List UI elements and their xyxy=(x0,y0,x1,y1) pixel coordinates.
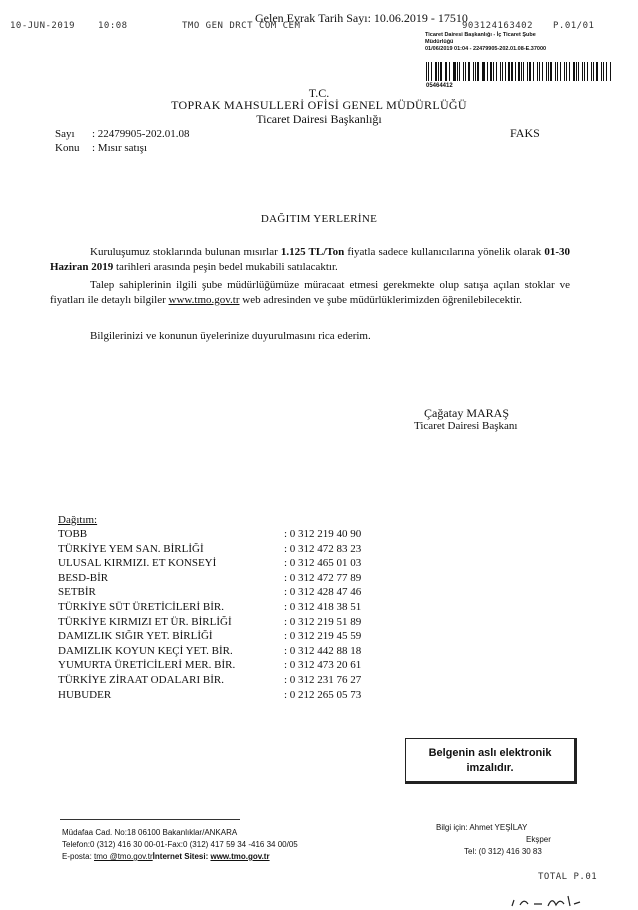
email-link[interactable]: tmo @tmo.gov.tr xyxy=(94,852,153,861)
barcode-bar xyxy=(610,62,611,81)
barcode-bar xyxy=(527,62,528,81)
handwritten-mark xyxy=(508,892,588,910)
fax-total: TOTAL P.01 xyxy=(538,872,598,882)
barcode-bar xyxy=(542,62,543,81)
barcode-bar xyxy=(564,62,565,81)
letterhead-organization: TOPRAK MAHSULLERİ OFİSİ GENEL MÜDÜRLÜĞÜ xyxy=(171,98,467,112)
fax-date: 10-JUN-2019 xyxy=(10,21,76,31)
distribution-phone: : 0 312 442 88 18 xyxy=(284,644,362,657)
distribution-recipient: TÜRKİYE SÜT ÜRETİCİLERİ BİR. xyxy=(58,601,225,613)
barcode-bar xyxy=(596,62,598,81)
barcode-bar xyxy=(523,62,524,81)
barcode-bar xyxy=(473,62,474,81)
p2-web-link[interactable]: www.tmo.gov.tr xyxy=(168,294,240,306)
barcode-bar xyxy=(521,62,522,81)
doc-type: FAKS xyxy=(510,126,540,140)
barcode-bar xyxy=(490,62,492,81)
distribution-row xyxy=(58,630,378,644)
barcode-bar xyxy=(431,62,432,81)
barcode-bar xyxy=(438,62,439,81)
body-paragraph-3: Bilgilerinizi ve konunun üyelerinize duyurulmasını rica ederim. xyxy=(90,330,371,342)
p1-text-c: tarihleri arasında peşin bedel mukabili satılacaktır. xyxy=(113,261,338,273)
registry-barcode xyxy=(426,62,612,81)
barcode-bar xyxy=(500,62,501,81)
distribution-row xyxy=(58,601,378,615)
barcode-bar xyxy=(426,62,427,81)
barcode-bar xyxy=(557,62,558,81)
barcode-bar xyxy=(493,62,494,81)
body-paragraph-1 xyxy=(50,245,570,275)
barcode-bar xyxy=(533,62,534,81)
p1-dates: 01-30 Haziran 2019 xyxy=(50,246,570,273)
distribution-recipient: HUBUDER xyxy=(58,688,112,701)
signer-name: Çağatay MARAŞ xyxy=(424,406,509,420)
p2-text-a: Talep sahiplerinin ilgili şube müdürlüğümüze müracaat etmesi gerekmekte olup satışa açılan stoklar ve fiyatları ile detaylı bilgiler xyxy=(50,279,570,306)
barcode-bar xyxy=(587,62,588,81)
distribution-row xyxy=(58,689,378,703)
fax-sender: TMO GEN DRCT COM CEM xyxy=(182,21,301,31)
distribution-row xyxy=(58,528,378,542)
barcode-bar xyxy=(601,62,602,81)
barcode-bar xyxy=(446,62,447,81)
barcode-bar xyxy=(578,62,579,81)
barcode-bar xyxy=(477,62,478,81)
footer-rule xyxy=(60,819,240,820)
registry-line-2: Müdürlüğü xyxy=(425,39,454,45)
barcode-number: 05464412 xyxy=(426,83,453,89)
barcode-bar xyxy=(475,62,476,81)
p1-text-b: fiyatla sadece kullanıcılarına yönelik olarak xyxy=(344,246,545,258)
received-stamp: Gelen Evrak Tarih Sayı: 10.06.2019 - 17510 xyxy=(255,11,468,25)
distribution-row xyxy=(58,616,378,630)
distribution-heading: Dağıtım: xyxy=(58,514,98,526)
barcode-bar xyxy=(576,62,577,81)
distribution-phone: : 0 312 231 76 27 xyxy=(284,674,362,686)
distribution-phone: : 0 312 428 47 46 xyxy=(284,586,362,599)
distribution-phone: : 0 312 472 83 23 xyxy=(284,542,362,555)
sayi-value: : 22479905-202.01.08 xyxy=(92,128,190,140)
barcode-bar xyxy=(569,62,570,81)
footer-contact-title: Ekşper xyxy=(526,835,551,844)
barcode-bar xyxy=(440,62,441,81)
barcode-bar xyxy=(573,62,575,81)
barcode-bar xyxy=(603,62,604,81)
barcode-bar xyxy=(511,62,513,81)
fax-time: 10:08 xyxy=(98,21,128,31)
barcode-bar xyxy=(539,62,540,81)
distribution-phone: : 0 312 219 40 90 xyxy=(284,528,362,540)
konu-label: Konu xyxy=(55,142,80,154)
addressee: DAĞITIM YERLERİNE xyxy=(260,213,378,225)
barcode-bar xyxy=(555,62,556,81)
distribution-phone: : 0 312 418 38 51 xyxy=(284,601,362,613)
barcode-bar xyxy=(582,62,583,81)
sayi-label: Sayı xyxy=(55,128,75,140)
barcode-bar xyxy=(449,62,450,81)
barcode-bar xyxy=(435,62,437,81)
esignature-line-1: Belgenin aslı elektronik xyxy=(428,747,552,759)
registry-line-3: 01/06/2019 01:04 - 22479905-202.01.08-E.37000 xyxy=(425,46,547,52)
fax-number: 903124163402 xyxy=(462,21,534,31)
barcode-bar xyxy=(546,62,547,81)
barcode-bar xyxy=(591,62,592,81)
distribution-phone: : 0 312 219 51 89 xyxy=(284,615,362,628)
barcode-bar xyxy=(502,62,503,81)
site-label: İnternet Sitesi: xyxy=(152,852,211,861)
footer-address: Müdafaa Cad. No:18 06100 Bakanlıklar/ANKARA xyxy=(62,828,238,837)
distribution-phone: : 0 312 473 20 61 xyxy=(284,659,362,672)
p2-text-b: web adresinden ve şube müdürlüklerimizden öğrenilebilecektir. xyxy=(239,294,523,306)
distribution-recipient: TÜRKİYE YEM SAN. BİRLİĞİ xyxy=(58,542,204,555)
distribution-row xyxy=(58,674,378,688)
distribution-phone: : 0 312 219 45 59 xyxy=(284,630,362,643)
barcode-bar xyxy=(482,62,483,81)
barcode-bar xyxy=(483,62,484,81)
distribution-row xyxy=(58,543,378,557)
barcode-bar xyxy=(496,62,497,81)
letterhead-country: T.C. xyxy=(308,86,330,100)
registry-line-1: Ticaret Dairesi Başkanlığı - İç Ticaret Şube xyxy=(425,32,536,38)
email-label: E-posta: xyxy=(62,852,95,861)
barcode-bar xyxy=(505,62,506,81)
barcode-bar xyxy=(453,62,455,81)
distribution-recipient: TOBB xyxy=(58,528,88,540)
distribution-recipient: DAMIZLIK SIĞIR YET. BİRLİĞİ xyxy=(58,630,213,643)
site-link[interactable]: www.tmo.gov.tr xyxy=(210,852,270,861)
signer-title: Ticaret Dairesi Başkanı xyxy=(414,420,518,432)
distribution-recipient: SETBİR xyxy=(58,586,96,599)
barcode-bar xyxy=(560,62,561,81)
footer-contact-person: Bilgi için: Ahmet YEŞİLAY xyxy=(436,823,528,832)
barcode-bar xyxy=(457,62,458,81)
barcode-bar xyxy=(459,62,460,81)
distribution-phone: : 0 312 465 01 03 xyxy=(284,557,362,570)
distribution-row xyxy=(58,645,378,659)
barcode-bar xyxy=(529,62,531,81)
barcode-bar xyxy=(548,62,549,81)
distribution-recipient: TÜRKİYE KIRMIZI ET ÜR. BİRLİĞİ xyxy=(58,615,232,628)
barcode-bar xyxy=(487,62,488,81)
distribution-recipient: BESD-BİR xyxy=(58,571,109,584)
footer-phone-fax: Telefon:0 (312) 416 30 00-01-Fax:0 (312) 417 59 34 -416 34 00/05 xyxy=(62,840,298,849)
barcode-bar xyxy=(465,62,466,81)
barcode-bar xyxy=(468,62,470,81)
barcode-bar xyxy=(537,62,538,81)
konu-value: : Mısır satışı xyxy=(92,142,148,154)
barcode-bar xyxy=(463,62,464,81)
distribution-recipient: ULUSAL KIRMIZI. ET KONSEYİ xyxy=(58,557,217,570)
esignature-line-2: imzalıdır. xyxy=(466,762,514,774)
distribution-row xyxy=(58,557,378,571)
distribution-recipient: DAMIZLIK KOYUN KEÇİ YET. BİR. xyxy=(58,644,233,657)
barcode-bar xyxy=(515,62,516,81)
fax-page: P.01/01 xyxy=(553,21,595,31)
barcode-bar xyxy=(445,62,446,81)
barcode-bar xyxy=(518,62,519,81)
barcode-bar xyxy=(428,62,429,81)
distribution-recipient: TÜRKİYE ZİRAAT ODALARI BİR. xyxy=(58,674,225,686)
p1-price: 1.125 TL/Ton xyxy=(280,246,345,258)
barcode-bar xyxy=(593,62,594,81)
distribution-row xyxy=(58,659,378,673)
distribution-phone: : 0 212 265 05 73 xyxy=(284,688,362,701)
distribution-recipient: YUMURTA ÜRETİCİLERİ MER. BİR. xyxy=(58,659,236,672)
footer-contact-web xyxy=(62,852,270,861)
footer-contact-phone: Tel: (0 312) 416 30 83 xyxy=(464,847,542,856)
barcode-bar xyxy=(584,62,585,81)
body-paragraph-2 xyxy=(50,278,570,308)
distribution-row xyxy=(58,572,378,586)
letterhead-department: Ticaret Dairesi Başkanlığı xyxy=(256,112,382,126)
barcode-bar xyxy=(550,62,552,81)
p1-text-a: Kuruluşumuz stoklarında bulunan mısırlar xyxy=(90,246,281,258)
barcode-bar xyxy=(606,62,607,81)
barcode-bar xyxy=(508,62,509,81)
esignature-note xyxy=(405,738,577,784)
distribution-row xyxy=(58,586,378,600)
distribution-phone: : 0 312 472 77 89 xyxy=(284,571,362,584)
barcode-bar xyxy=(566,62,567,81)
registry-stamp xyxy=(425,32,625,53)
